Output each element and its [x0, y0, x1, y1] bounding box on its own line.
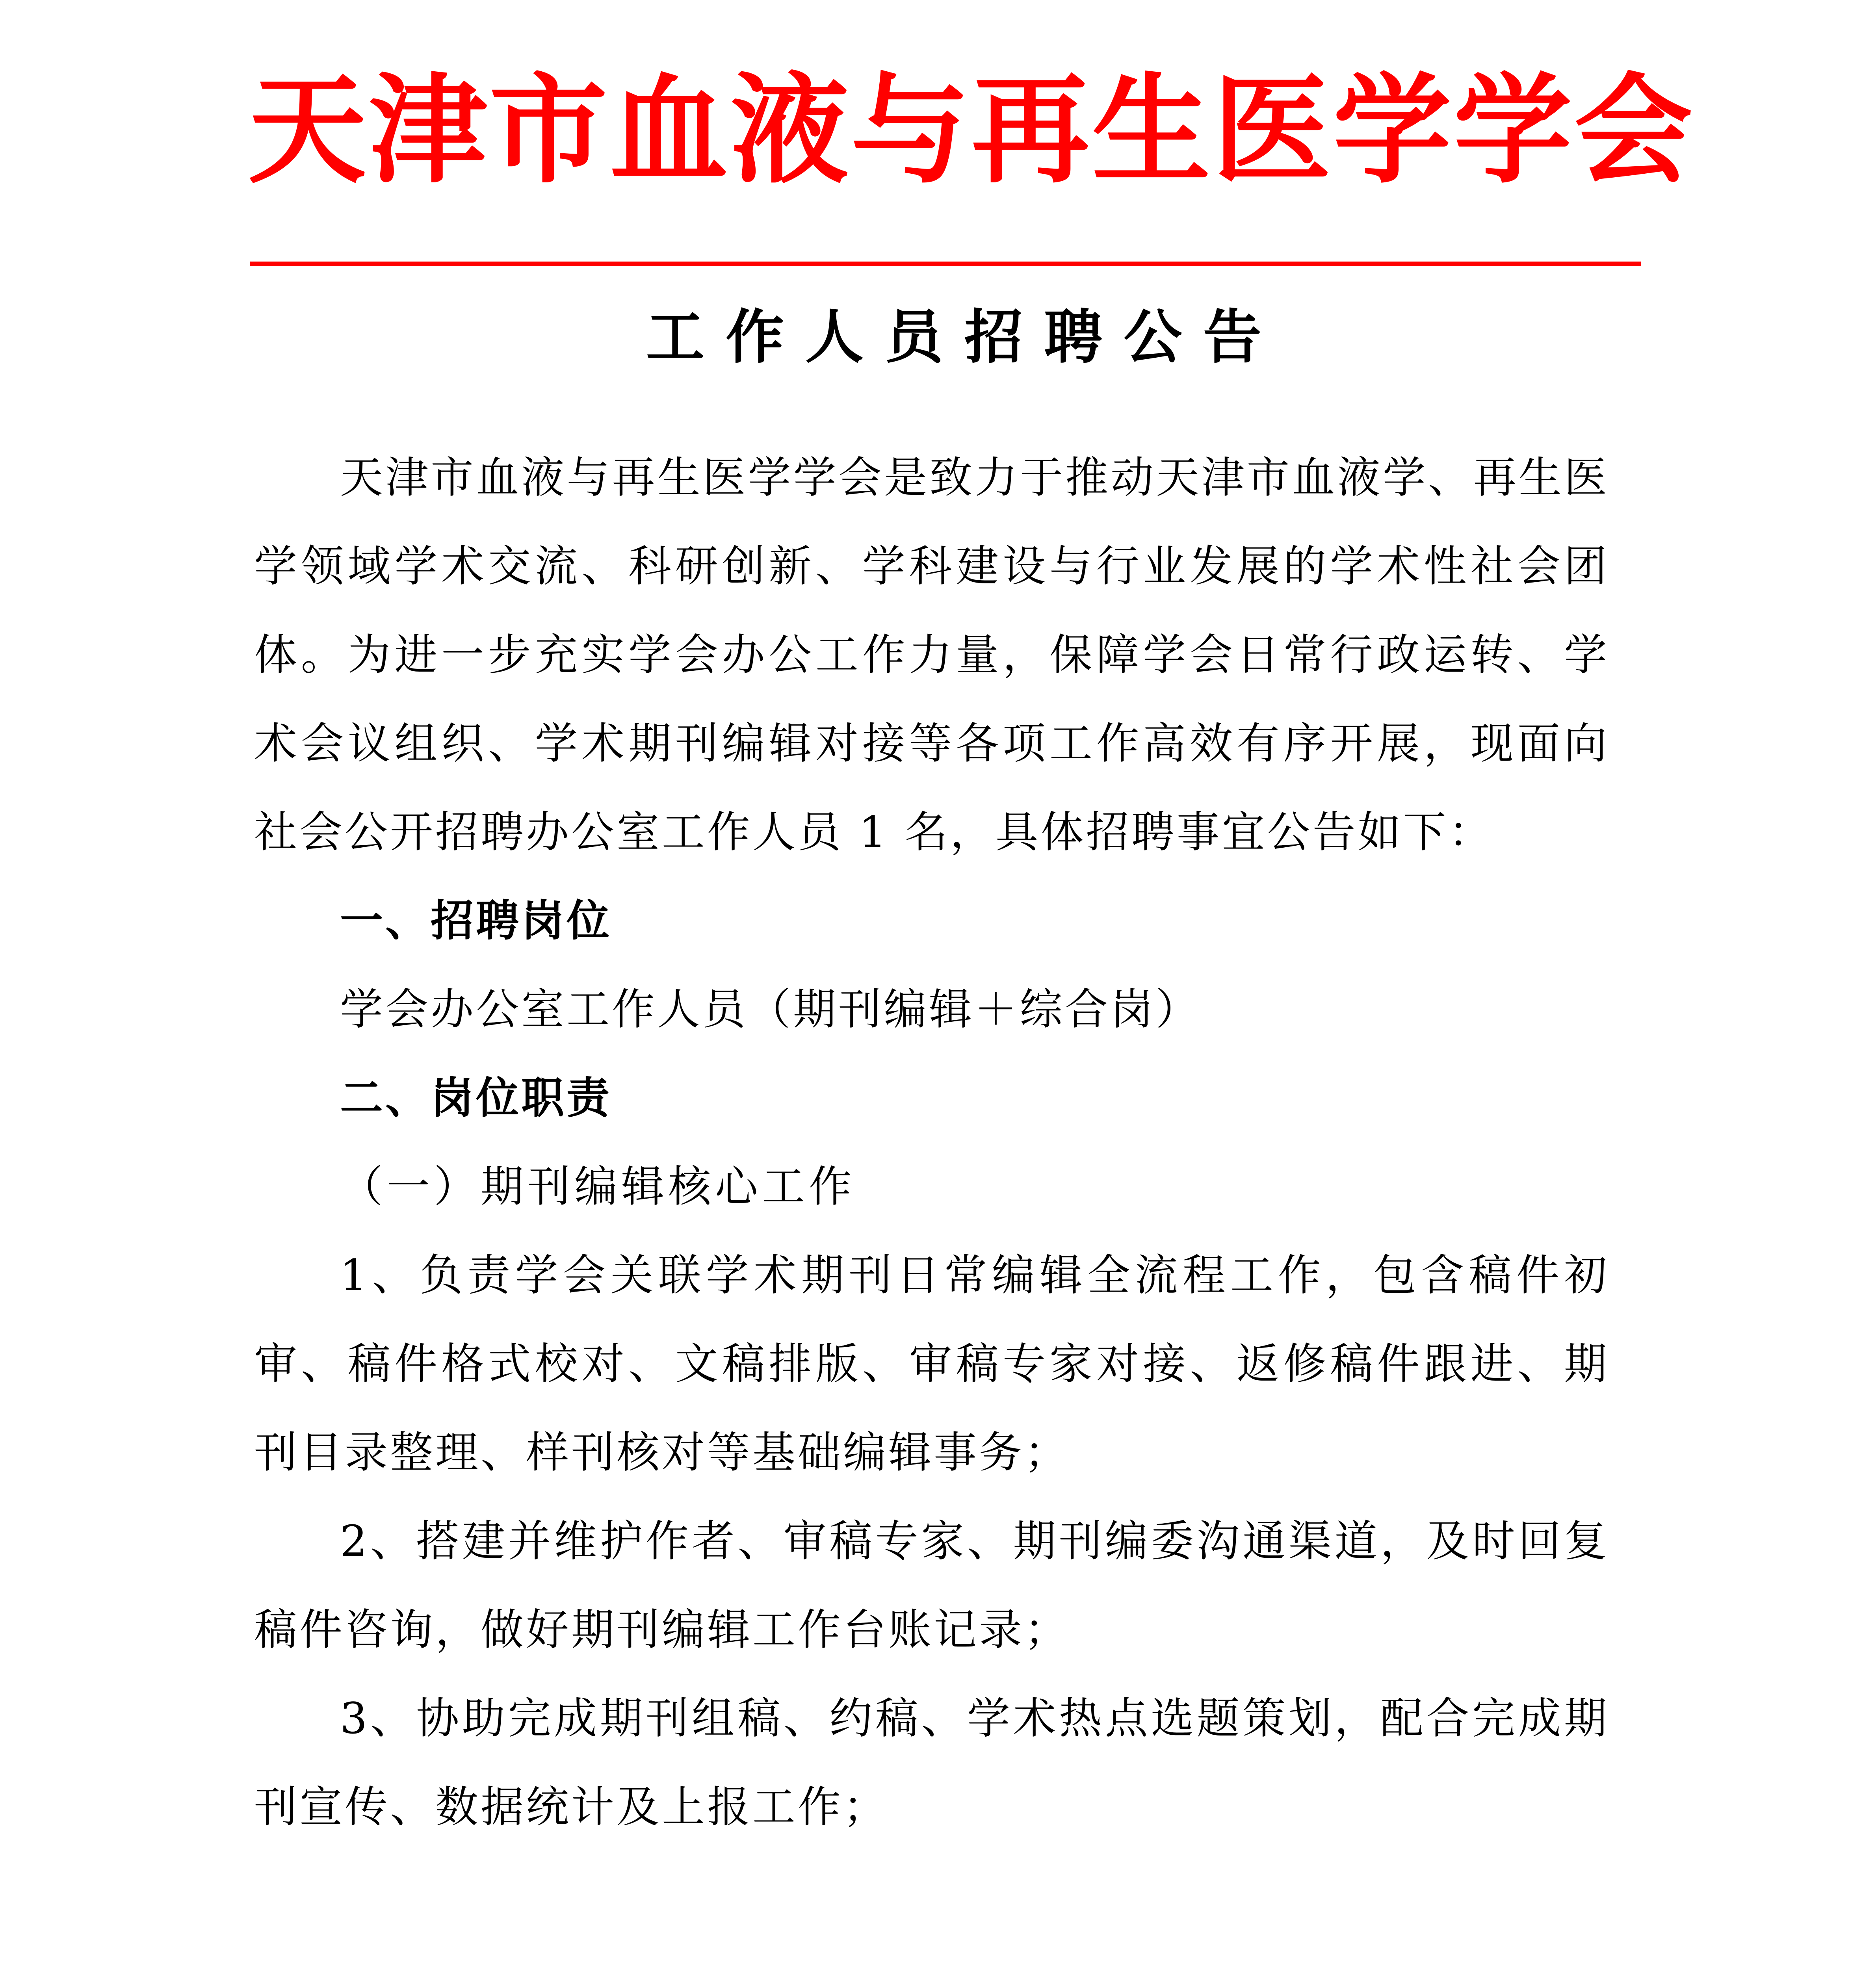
- organization-title: 天津市血液与再生医学学会: [248, 60, 1695, 199]
- subsection-heading-journal-editing: （一）期刊编辑核心工作: [340, 1162, 856, 1212]
- section-heading-job-duties: 二、岗位职责: [340, 1073, 612, 1123]
- position-name-paragraph: 学会办公室工作人员（期刊编辑＋综合岗）: [340, 984, 1201, 1034]
- notice-body: [254, 433, 1609, 1851]
- intro-paragraph: 天津市血液与再生医学学会是致力于推动天津市血液学、再生医学领域学术交流、科研创新、学科建设与行业发展的学术性社会团体。为进一步充实学会办公工作力量，保障学会日常行政运转、学术会议组织、学术期刊编辑对接等各项工作高效有序开展，现面向社会公开招聘办公室工作人员 1 名，具体招聘事宜公告如下：: [254, 453, 1609, 857]
- duty-item-3: 3、协助完成期刊组稿、约稿、学术热点选题策划，配合完成期刊宣传、数据统计及上报工作；: [254, 1693, 1609, 1832]
- duty-item-2: 2、搭建并维护作者、审稿专家、期刊编委沟通渠道，及时回复稿件咨询，做好期刊编辑工作台账记录；: [254, 1516, 1609, 1655]
- red-divider-line: [250, 262, 1641, 266]
- notice-title: 工作人员招聘公告: [646, 303, 1283, 371]
- duty-item-1: 1、负责学会关联学术期刊日常编辑全流程工作，包含稿件初审、稿件格式校对、文稿排版、审稿专家对接、返修稿件跟进、期刊目录整理、样刊核对等基础编辑事务；: [254, 1250, 1609, 1478]
- section-heading-recruitment-position: 一、招聘岗位: [340, 896, 612, 946]
